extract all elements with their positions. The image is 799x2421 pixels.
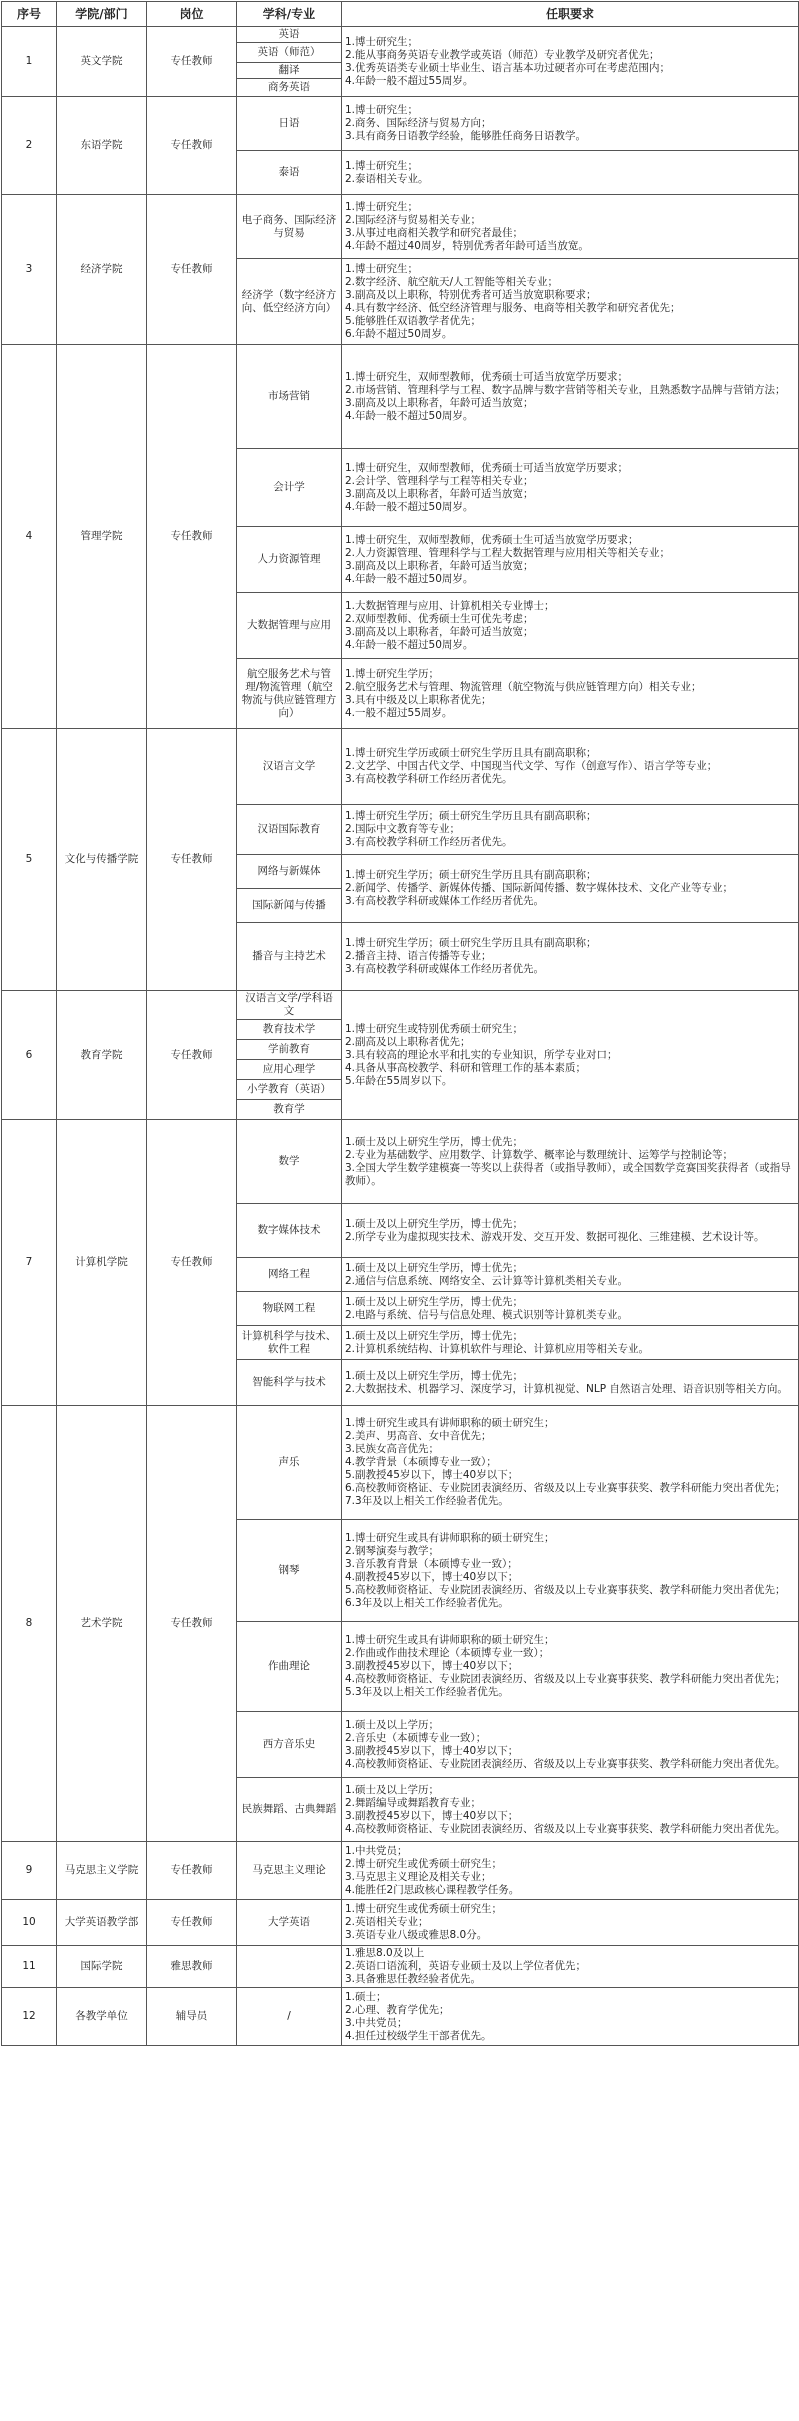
requirement-line: 1.博士研究生学历或硕士研究生学历且具有副高职称； <box>345 747 597 759</box>
table-row <box>2 729 799 805</box>
requirement-line: 1.博士研究生； <box>345 159 419 172</box>
requirement-line: 4.担任过校级学生干部者优先。 <box>345 2029 492 2042</box>
requirements-cell <box>342 1406 799 1520</box>
header-no: 序号 <box>2 2 57 27</box>
subject-name: 电子商务、国际经济与贸易 <box>237 195 342 259</box>
requirements-cell <box>342 1292 799 1326</box>
requirements-cell <box>342 923 799 991</box>
subject-name: 经济学（数字经济方向、低空经济方向） <box>237 259 342 345</box>
requirement-line: 2.人力资源管理、管理科学与工程大数据管理与应用相关等相关专业； <box>345 546 671 559</box>
requirement-line: 2.副高及以上职称者优先； <box>345 1035 471 1048</box>
subject-name: 教育学 <box>237 1100 342 1120</box>
subject-name: 大数据管理与应用 <box>237 593 342 659</box>
requirement-line: 4.年龄一般不超过50周岁。 <box>345 409 474 422</box>
row-number: 8 <box>2 1406 57 1842</box>
subject-name: 数字媒体技术 <box>237 1204 342 1258</box>
table-row <box>2 991 799 1020</box>
requirement-line: 1.硕士及以上研究生学历，博士优先； <box>345 1295 524 1308</box>
requirement-line: 4.高校教师资格证、专业院团表演经历、省级及以上专业赛事获奖、教学科研能力突出者优先。 <box>345 1822 786 1835</box>
requirement-line: 6.高校教师资格证、专业院团表演经历、省级及以上专业赛事获奖、教学科研能力突出者优先； <box>345 1482 786 1494</box>
requirement-line: 3.副教授45岁以下，博士40岁以下； <box>345 1744 519 1757</box>
subject-name: 翻译 <box>237 63 342 79</box>
subject-name: 日语 <box>237 97 342 151</box>
table-row <box>2 1842 799 1900</box>
requirement-line: 1.大数据管理与应用、计算机相关专业博士； <box>345 599 555 612</box>
requirement-line: 2.博士研究生或优秀硕士研究生； <box>345 1857 503 1870</box>
subject-name: 市场营销 <box>237 345 342 449</box>
subject-name: 智能科学与技术 <box>237 1360 342 1406</box>
row-number: 10 <box>2 1900 57 1946</box>
requirement-line: 3.优秀英语类专业硕士毕业生、语言基本功过硬者亦可在考虑范围内； <box>345 61 671 74</box>
requirement-line: 2.电路与系统、信号与信息处理、模式识别等计算机类专业。 <box>345 1308 629 1321</box>
table-row <box>2 195 799 259</box>
post-name: 专任教师 <box>147 1120 237 1406</box>
requirements-cell <box>342 1900 799 1946</box>
requirement-line: 1.博士研究生学历；硕士研究生学历且具有副高职称； <box>345 937 597 949</box>
requirement-line: 5.能够胜任双语教学者优先； <box>345 314 482 327</box>
requirement-line: 2.新闻学、传播学、新媒体传播、国际新闻传播、数字媒体技术、文化产业等专业； <box>345 882 734 894</box>
requirement-line: 1.博士研究生或具有讲师职称的硕士研究生； <box>345 1531 555 1544</box>
requirements-cell <box>342 855 799 923</box>
requirement-line: 3.有高校教学科研工作经历者优先。 <box>345 836 513 848</box>
subject-name: 民族舞蹈、古典舞蹈 <box>237 1778 342 1842</box>
requirement-line: 2.航空服务艺术与管理、物流管理（航空物流与供应链管理方向）相关专业； <box>345 680 702 693</box>
table-row <box>2 97 799 151</box>
requirement-line: 1.硕士及以上研究生学历，博士优先； <box>345 1217 524 1230</box>
table-row <box>2 1900 799 1946</box>
requirement-line: 1.博士研究生或优秀硕士研究生； <box>345 1903 503 1915</box>
requirement-line: 1.博士研究生，双师型教师，优秀硕士生可适当放宽学历要求； <box>345 533 639 546</box>
requirements-cell <box>342 1360 799 1406</box>
subject-name: 英语（师范） <box>237 43 342 63</box>
subject-name: 学前教育 <box>237 1040 342 1060</box>
requirement-line: 4.高校教师资格证、专业院团表演经历、省级及以上专业赛事获奖、教学科研能力突出者优先； <box>345 1673 786 1685</box>
subject-name <box>237 1946 342 1988</box>
subject-name: 会计学 <box>237 449 342 527</box>
header-college: 学院/部门 <box>57 2 147 27</box>
requirement-line: 2.商务、国际经济与贸易方向； <box>345 117 492 129</box>
requirement-line: 1.中共党员； <box>345 1844 408 1857</box>
requirement-line: 1.硕士及以上学历； <box>345 1718 440 1731</box>
table-body <box>2 27 799 2046</box>
requirement-line: 2.计算机系统结构、计算机软件与理论、计算机应用等相关专业。 <box>345 1342 650 1355</box>
requirements-cell <box>342 527 799 593</box>
requirement-line: 3.从事过电商相关教学和研究者最佳； <box>345 226 524 239</box>
college-name: 国际学院 <box>57 1946 147 1988</box>
requirement-line: 2.英语相关专业； <box>345 1916 429 1928</box>
requirement-line: 2.播音主持、语言传播等专业； <box>345 950 492 962</box>
table-row <box>2 1988 799 2046</box>
college-name: 东语学院 <box>57 97 147 195</box>
row-number: 9 <box>2 1842 57 1900</box>
requirement-line: 1.硕士及以上研究生学历，博士优先； <box>345 1369 524 1382</box>
requirement-line: 2.文艺学、中国古代文学、中国现当代文学、写作（创意写作）、语言学等专业； <box>345 760 718 772</box>
post-name: 专任教师 <box>147 1842 237 1900</box>
requirement-line: 2.英语口语流利，英语专业硕士及以上学位者优先； <box>345 1960 587 1972</box>
requirements-cell <box>342 1778 799 1842</box>
subject-name: 作曲理论 <box>237 1622 342 1712</box>
requirement-line: 3.民族女高音优先； <box>345 1443 440 1455</box>
requirement-line: 1.博士研究生或具有讲师职称的硕士研究生； <box>345 1417 555 1429</box>
subject-name: 汉语言文学 <box>237 729 342 805</box>
requirement-line: 5.高校教师资格证、专业院团表演经历、省级及以上专业赛事获奖、教学科研能力突出者优先； <box>345 1583 786 1596</box>
requirement-line: 4.能胜任2门思政核心课程教学任务。 <box>345 1883 520 1896</box>
requirement-line: 1.博士研究生，双师型教师，优秀硕士可适当放宽学历要求； <box>345 370 629 383</box>
subject-name: 大学英语 <box>237 1900 342 1946</box>
subject-name: 西方音乐史 <box>237 1712 342 1778</box>
row-number: 7 <box>2 1120 57 1406</box>
requirement-line: 1.博士研究生学历；硕士研究生学历且具有副高职称； <box>345 810 597 822</box>
subject-name: 网络工程 <box>237 1258 342 1292</box>
requirement-line: 2.国际中文教育等专业； <box>345 823 461 835</box>
post-name: 专任教师 <box>147 1900 237 1946</box>
college-name: 艺术学院 <box>57 1406 147 1842</box>
requirement-line: 2.会计学、管理科学与工程等相关专业； <box>345 474 534 487</box>
college-name: 大学英语教学部 <box>57 1900 147 1946</box>
table-row <box>2 27 799 43</box>
subject-name: 教育技术学 <box>237 1020 342 1040</box>
requirement-line: 3.有高校教学科研或媒体工作经历者优先。 <box>345 963 545 975</box>
requirement-line: 3.具有较高的理论水平和扎实的专业知识，所学专业对口； <box>345 1048 618 1061</box>
requirements-cell <box>342 1120 799 1204</box>
post-name: 专任教师 <box>147 195 237 345</box>
subject-name: 英语 <box>237 27 342 43</box>
requirements-cell <box>342 1842 799 1900</box>
post-name: 专任教师 <box>147 991 237 1120</box>
table-row <box>2 345 799 449</box>
subject-name: 物联网工程 <box>237 1292 342 1326</box>
requirements-cell <box>342 1712 799 1778</box>
requirement-line: 1.博士研究生学历； <box>345 667 440 680</box>
row-number: 5 <box>2 729 57 991</box>
requirement-line: 2.双师型教师、优秀硕士生可优先考虑； <box>345 612 534 625</box>
requirements-cell <box>342 593 799 659</box>
subject-name: 商务英语 <box>237 79 342 97</box>
requirements-cell <box>342 1520 799 1622</box>
requirement-line: 2.作曲或作曲技术理论（本硕博专业一致）； <box>345 1647 550 1659</box>
post-name: 专任教师 <box>147 97 237 195</box>
requirement-line: 5.年龄在55周岁以下。 <box>345 1074 453 1087</box>
requirement-line: 4.年龄一般不超过50周岁。 <box>345 500 474 513</box>
subject-name: 计算机科学与技术、软件工程 <box>237 1326 342 1360</box>
college-name: 马克思主义学院 <box>57 1842 147 1900</box>
requirement-line: 3.具有中级及以上职称者优先； <box>345 693 492 706</box>
requirement-line: 4.具有数字经济、低空经济管理与服务、电商等相关教学和研究者优先； <box>345 301 681 314</box>
requirement-line: 1.博士研究生； <box>345 104 419 116</box>
requirement-line: 3.中共党员； <box>345 2016 408 2029</box>
requirement-line: 2.心理、教育学优先； <box>345 2003 450 2016</box>
requirement-line: 6.年龄不超过50周岁。 <box>345 327 453 340</box>
requirement-line: 4.具备从事高校教学、科研和管理工作的基本素质； <box>345 1061 587 1074</box>
requirements-cell <box>342 259 799 345</box>
row-number: 2 <box>2 97 57 195</box>
post-name: 专任教师 <box>147 729 237 991</box>
subject-name: 声乐 <box>237 1406 342 1520</box>
requirement-line: 2.音乐史（本硕博专业一致）； <box>345 1731 487 1744</box>
requirement-line: 4.年龄一般不超过50周岁。 <box>345 572 474 585</box>
post-name: 专任教师 <box>147 27 237 97</box>
requirement-line: 3.副高及以上职称者，年龄可适当放宽； <box>345 625 534 638</box>
requirement-line: 2.大数据技术、机器学习、深度学习，计算机视觉、NLP 自然语言处理、语音识别等相关方向。 <box>345 1382 788 1395</box>
requirement-line: 2.美声、男高音、女中音优先； <box>345 1430 492 1442</box>
table-row <box>2 1406 799 1520</box>
recruitment-table <box>1 1 799 2046</box>
row-number: 3 <box>2 195 57 345</box>
subject-name: 数学 <box>237 1120 342 1204</box>
requirement-line: 3.副高及以上职称者，年龄可适当放宽； <box>345 487 534 500</box>
post-name: 专任教师 <box>147 1406 237 1842</box>
requirement-line: 4.高校教师资格证、专业院团表演经历、省级及以上专业赛事获奖、教学科研能力突出者优先。 <box>345 1757 786 1770</box>
requirement-line: 3.副教授45岁以下，博士40岁以下； <box>345 1660 519 1672</box>
header-requirements: 任职要求 <box>342 2 799 27</box>
table-row <box>2 1946 799 1988</box>
requirement-line: 1.博士研究生； <box>345 35 419 48</box>
college-name: 英文学院 <box>57 27 147 97</box>
requirements-cell <box>342 97 799 151</box>
requirement-line: 1.博士研究生； <box>345 200 419 213</box>
requirements-cell <box>342 1622 799 1712</box>
requirement-line: 4.年龄一般不超过55周岁。 <box>345 74 474 87</box>
requirement-line: 1.硕士及以上研究生学历，博士优先； <box>345 1329 524 1342</box>
requirement-line: 3.副高及以上职称者，年龄可适当放宽； <box>345 396 534 409</box>
subject-name: 小学教育（英语） <box>237 1080 342 1100</box>
requirement-line: 4.年龄一般不超过50周岁。 <box>345 638 474 651</box>
requirements-cell <box>342 1258 799 1292</box>
requirement-line: 4.一般不超过55周岁。 <box>345 706 453 719</box>
requirements-cell <box>342 1988 799 2046</box>
requirement-line: 2.泰语相关专业。 <box>345 172 429 185</box>
requirements-cell <box>342 345 799 449</box>
requirement-line: 3.全国大学生数学建模赛一等奖以上获得者（或指导教师），或全国数学竞赛国奖获得者（或指导教师）。 <box>345 1161 791 1187</box>
subject-name: / <box>237 1988 342 2046</box>
row-number: 1 <box>2 27 57 97</box>
requirement-line: 3.英语专业八级或雅思8.0分。 <box>345 1929 488 1941</box>
requirement-line: 2.能从事商务英语专业教学或英语（师范）专业教学及研究者优先； <box>345 48 660 61</box>
requirement-line: 3.具有商务日语教学经验，能够胜任商务日语教学。 <box>345 130 587 142</box>
table-row <box>2 1120 799 1204</box>
row-number: 11 <box>2 1946 57 1988</box>
post-name: 雅思教师 <box>147 1946 237 1988</box>
header-subject: 学科/专业 <box>237 2 342 27</box>
requirement-line: 2.钢琴演奏与教学； <box>345 1544 440 1557</box>
college-name: 教育学院 <box>57 991 147 1120</box>
subject-name: 航空服务艺术与管理/物流管理（航空物流与供应链管理方向） <box>237 659 342 729</box>
requirements-cell <box>342 1946 799 1988</box>
requirement-line: 1.博士研究生或特别优秀硕士研究生； <box>345 1022 524 1035</box>
post-name: 专任教师 <box>147 345 237 729</box>
requirement-line: 3.有高校教学科研工作经历者优先。 <box>345 773 513 785</box>
college-name: 计算机学院 <box>57 1120 147 1406</box>
requirements-cell <box>342 195 799 259</box>
subject-name: 国际新闻与传播 <box>237 889 342 923</box>
requirements-cell <box>342 659 799 729</box>
requirements-cell <box>342 991 799 1120</box>
requirement-line: 2.通信与信息系统、网络安全、云计算等计算机类相关专业。 <box>345 1274 629 1287</box>
row-number: 4 <box>2 345 57 729</box>
requirement-line: 4.年龄不超过40周岁，特别优秀者年龄可适当放宽。 <box>345 239 589 252</box>
requirement-line: 1.硕士及以上研究生学历，博士优先； <box>345 1135 524 1148</box>
requirements-cell <box>342 1204 799 1258</box>
post-name: 辅导员 <box>147 1988 237 2046</box>
requirement-line: 3.副教授45岁以下，博士40岁以下； <box>345 1809 519 1822</box>
subject-name: 泰语 <box>237 151 342 195</box>
requirements-cell <box>342 151 799 195</box>
requirement-line: 3.有高校教学科研或媒体工作经历者优先。 <box>345 895 545 907</box>
requirement-line: 3.具备雅思任教经验者优先。 <box>345 1973 482 1985</box>
college-name: 文化与传播学院 <box>57 729 147 991</box>
requirement-line: 3.副高及以上职称，特别优秀者可适当放宽职称要求； <box>345 288 597 301</box>
requirement-line: 1.雅思8.0及以上 <box>345 1947 425 1959</box>
subject-name: 汉语国际教育 <box>237 805 342 855</box>
header-post: 岗位 <box>147 2 237 27</box>
requirement-line: 3.副高及以上职称者，年龄可适当放宽； <box>345 559 534 572</box>
requirements-cell <box>342 805 799 855</box>
requirement-line: 1.博士研究生，双师型教师，优秀硕士可适当放宽学历要求； <box>345 461 629 474</box>
row-number: 12 <box>2 1988 57 2046</box>
subject-name: 马克思主义理论 <box>237 1842 342 1900</box>
college-name: 管理学院 <box>57 345 147 729</box>
requirement-line: 2.市场营销、管理科学与工程、数字品牌与数字营销等相关专业，且熟悉数字品牌与营销方法； <box>345 383 786 396</box>
table-header-row <box>2 2 799 27</box>
subject-name: 钢琴 <box>237 1520 342 1622</box>
subject-name: 网络与新媒体 <box>237 855 342 889</box>
row-number: 6 <box>2 991 57 1120</box>
requirement-line: 1.博士研究生； <box>345 262 419 275</box>
requirement-line: 5.3年及以上相关工作经验者优先。 <box>345 1686 509 1698</box>
subject-name: 播音与主持艺术 <box>237 923 342 991</box>
requirement-line: 1.硕士； <box>345 1990 387 2003</box>
recruitment-table-page <box>0 1 799 2421</box>
requirement-line: 1.硕士及以上研究生学历，博士优先； <box>345 1261 524 1274</box>
requirement-line: 2.数字经济、航空航天/人工智能等相关专业； <box>345 275 559 288</box>
requirement-line: 6.3年及以上相关工作经验者优先。 <box>345 1596 509 1609</box>
college-name: 各教学单位 <box>57 1988 147 2046</box>
requirement-line: 3.马克思主义理论及相关专业； <box>345 1870 492 1883</box>
subject-name: 应用心理学 <box>237 1060 342 1080</box>
requirement-line: 4.副教授45岁以下，博士40岁以下； <box>345 1570 519 1583</box>
requirement-line: 4.教学背景（本硕博专业一致）； <box>345 1456 497 1468</box>
requirement-line: 1.硕士及以上学历； <box>345 1783 440 1796</box>
requirement-line: 5.副教授45岁以下，博士40岁以下； <box>345 1469 519 1481</box>
requirements-cell <box>342 449 799 527</box>
requirement-line: 1.博士研究生或具有讲师职称的硕士研究生； <box>345 1634 555 1646</box>
requirement-line: 2.专业为基础数学、应用数学、计算数学、概率论与数理统计、运筹学与控制论等； <box>345 1148 734 1161</box>
requirements-cell <box>342 1326 799 1360</box>
requirement-line: 1.博士研究生学历；硕士研究生学历且具有副高职称； <box>345 869 597 881</box>
requirements-cell <box>342 729 799 805</box>
requirements-cell <box>342 27 799 97</box>
requirement-line: 2.舞蹈编导或舞蹈教育专业； <box>345 1796 482 1809</box>
college-name: 经济学院 <box>57 195 147 345</box>
requirement-line: 7.3年及以上相关工作经验者优先。 <box>345 1495 509 1507</box>
requirement-line: 3.音乐教育背景（本硕博专业一致）； <box>345 1557 518 1570</box>
requirement-line: 2.所学专业为虚拟现实技术、游戏开发、交互开发、数据可视化、三维建模、艺术设计等。 <box>345 1230 765 1243</box>
subject-name: 人力资源管理 <box>237 527 342 593</box>
subject-name: 汉语言文学/学科语文 <box>237 991 342 1020</box>
requirement-line: 2.国际经济与贸易相关专业； <box>345 213 482 226</box>
